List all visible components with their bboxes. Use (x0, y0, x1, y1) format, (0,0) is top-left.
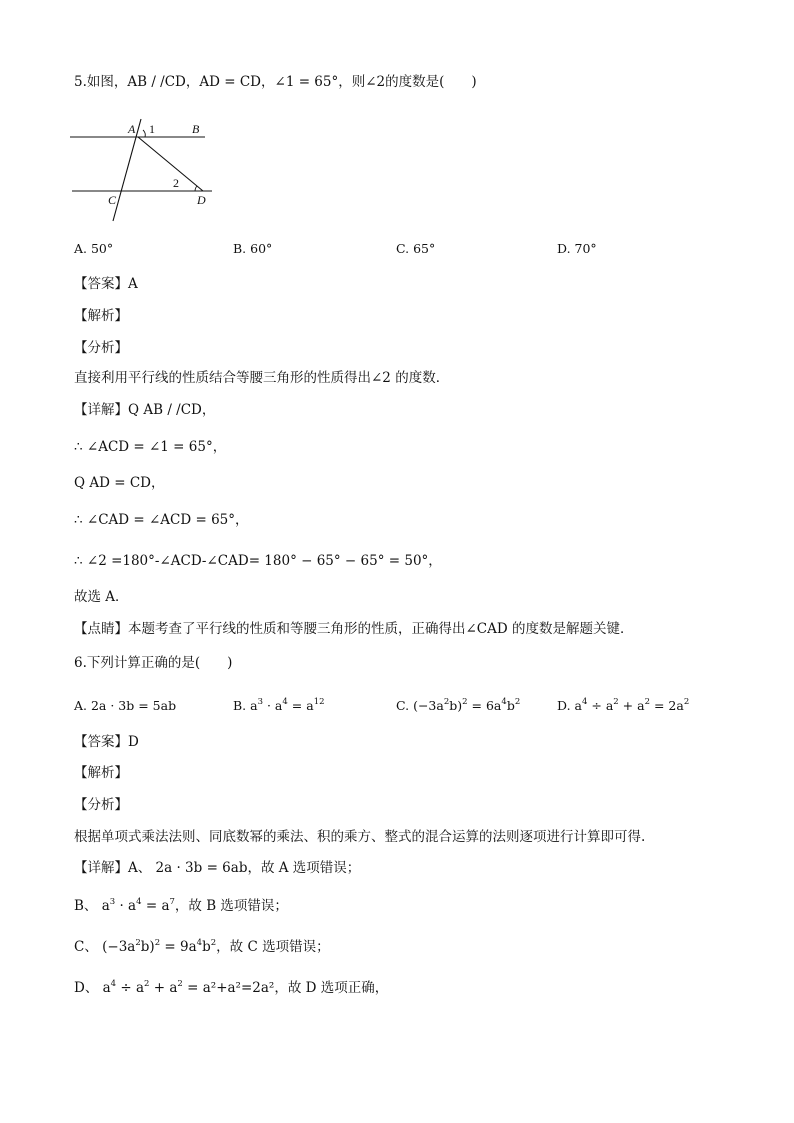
q5-option-c: C. 65° (396, 241, 436, 256)
q6-answer (74, 733, 139, 751)
detail-tag: 【详解】 (74, 860, 128, 876)
dianjing-text: 本题考查了平行线的性质和等腰三角形的性质，正确得出∠CAD 的度数是解题关键． (128, 621, 634, 637)
q5-detail-5: ∴ ∠2 =180°-∠ACD-∠CAD= 180° − 65° − 65° = 50°， (74, 553, 442, 569)
q6-option-c: C. $(-3a^2b)^2 = 6a^4b^2$ (396, 697, 521, 713)
label-2: 2 (173, 176, 179, 190)
q6-option-b: B. $a^3 \cdot a^4 = a^{12}$ (233, 697, 325, 713)
answer-value: A (128, 276, 138, 292)
q5-detail-6: 故选 A． (74, 589, 129, 605)
dianjing-tag: 【点睛】 (74, 621, 128, 637)
q6-detail-d: D、 $a^4 \div a^2 + a^2 = a^2+a^2=2a^2$，故 D 选项正确， (74, 979, 389, 996)
q6-detail-b: B、 $a^3 \cdot a^4 = a^7$，故 B 选项错误； (74, 897, 288, 914)
segment-ad (138, 137, 203, 191)
q6-option-d: D. $a^4 \div a^2 + a^2 = 2a^2$ (557, 697, 690, 713)
q5-analysis-tag: 【解析】 (74, 308, 128, 324)
q5-detail-4: ∴ ∠CAD = ∠ACD = 65°， (74, 512, 249, 528)
answer-tag: 【答案】 (74, 734, 128, 750)
detail-text: Q AB / /CD， (128, 402, 216, 418)
detail-text: A、 2a · 3b = 6ab，故 A 选项错误； (128, 860, 361, 876)
q5-detail-1 (74, 401, 215, 419)
q5-fenxi-tag: 【分析】 (74, 340, 128, 356)
geometry-figure (66, 112, 216, 227)
q6-option-a: A. 2a · 3b = 5ab (74, 698, 177, 713)
q6-fenxi-text: 根据单项式乘法法则、同底数幂的乘法、积的乘方、整式的混合运算的法则逐项进行计算即可得. (74, 829, 646, 845)
q5-dianjing (74, 620, 634, 638)
q5-option-d: D. 70° (557, 241, 597, 256)
q5-answer (74, 275, 138, 293)
label-a: A (128, 122, 136, 136)
transversal-ac (113, 119, 141, 221)
angle-2-arc (195, 186, 197, 191)
label-c: C (108, 193, 117, 207)
q6-fenxi-tag: 【分析】 (74, 797, 128, 813)
q5-detail-3: Q AD = CD， (74, 475, 165, 491)
q6-stem: 6.下列计算正确的是( ) (74, 655, 233, 671)
label-b: B (192, 122, 200, 136)
q5-fenxi-text: 直接利用平行线的性质结合等腰三角形的性质得出∠2 的度数． (74, 370, 450, 386)
q6-detail-c: C、 $(-3a^2b)^2 = 9a^4b^2$，故 C 选项错误； (74, 938, 330, 955)
label-d: D (197, 193, 206, 207)
q5-stem: 5.如图，AB / /CD，AD = CD，∠1 = 65°，则∠2的度数是( ) (74, 74, 477, 90)
q5-option-a: A. 50° (74, 241, 114, 256)
q5-detail-2: ∴ ∠ACD = ∠1 = 65°， (74, 439, 227, 455)
label-1: 1 (149, 122, 155, 136)
answer-tag: 【答案】 (74, 276, 128, 292)
angle-1-arc (143, 130, 145, 137)
q6-detail-a (74, 859, 360, 877)
answer-value: D (128, 734, 139, 750)
q5-option-b: B. 60° (233, 241, 273, 256)
q6-analysis-tag: 【解析】 (74, 765, 128, 781)
detail-tag: 【详解】 (74, 402, 128, 418)
